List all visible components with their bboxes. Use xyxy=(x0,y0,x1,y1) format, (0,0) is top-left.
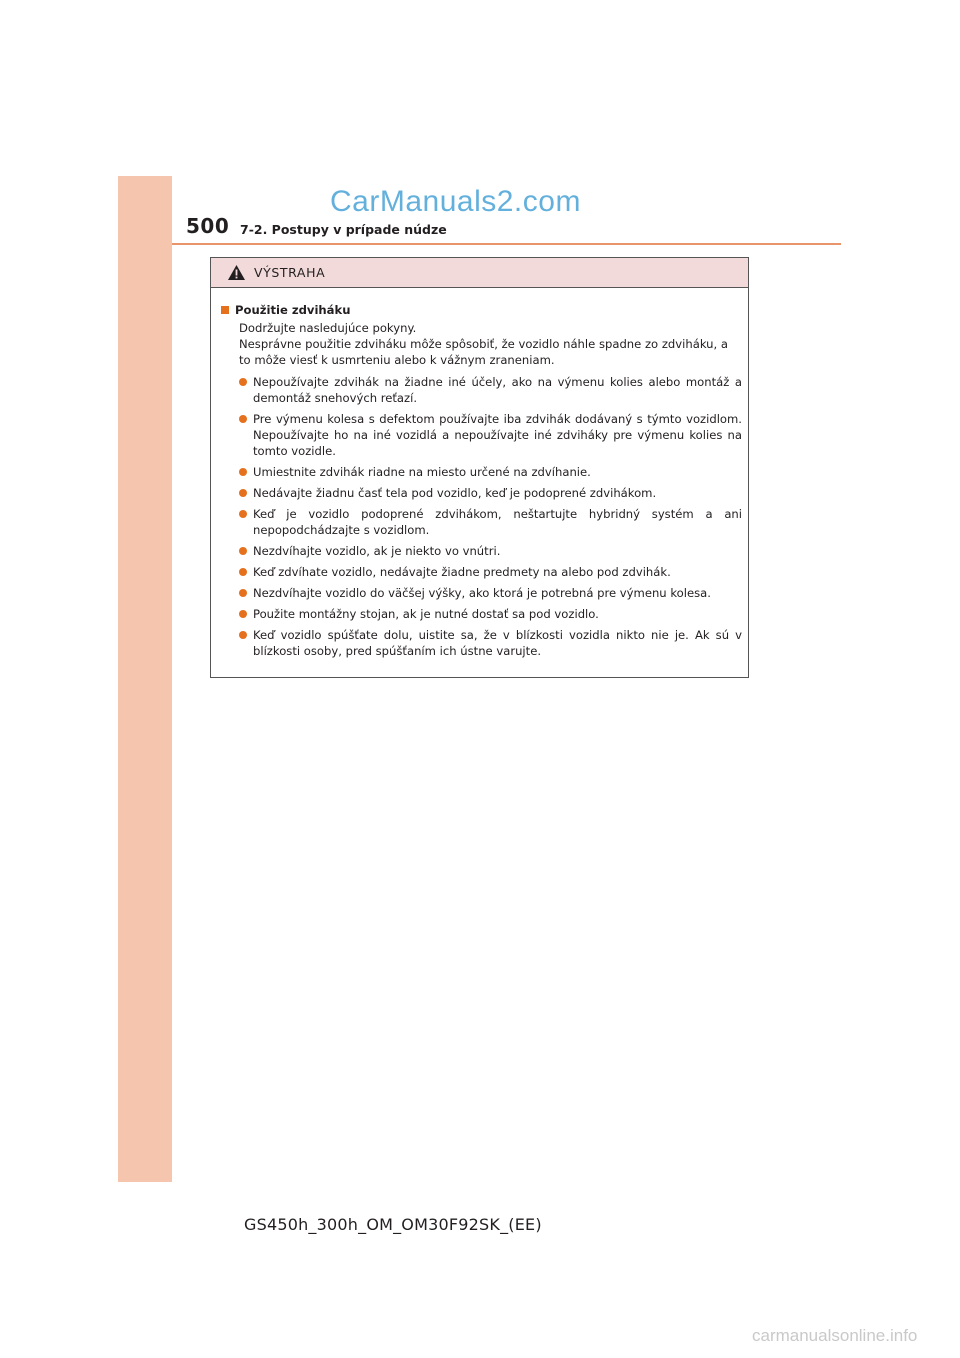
bullet-text: Nepoužívajte zdvihák na žiadne iné účely, ako na výmenu kolies alebo montáž a demontáž snehových reťazí. xyxy=(253,375,742,405)
warning-body xyxy=(211,288,748,659)
warning-header xyxy=(211,258,748,288)
list-item xyxy=(221,506,742,538)
list-item xyxy=(221,411,742,459)
bullet-dot-icon xyxy=(239,489,247,497)
list-item xyxy=(221,374,742,406)
warning-topic xyxy=(221,302,742,318)
intro-line: Nesprávne použitie zdviháku môže spôsobiť, že vozidlo náhle spadne zo zdviháku, a to môže viesť k usmrteniu alebo k vážnym zraneniam. xyxy=(239,337,728,367)
bullet-dot-icon xyxy=(239,610,247,618)
page-number: 500 xyxy=(186,214,230,238)
bullet-text: Pre výmenu kolesa s defektom používajte iba zdvihák dodávaný s týmto vozidlom. Nepoužívajte ho na iné vozidlá a nepoužívajte iné zdviháky pre výmenu kolies na tomto vozidle. xyxy=(253,412,742,458)
bullet-dot-icon xyxy=(239,510,247,518)
bullet-text: Keď vozidlo spúšťate dolu, uistite sa, že v blízkosti vozidla nikto nie je. Ak sú v blízkosti osoby, pred spúšťaním ich ústne varujte. xyxy=(253,628,742,658)
header-divider xyxy=(172,243,841,245)
bullet-text: Nezdvíhajte vozidlo do väčšej výšky, ako ktorá je potrebná pre výmenu kolesa. xyxy=(253,586,711,600)
section-title: 7-2. Postupy v prípade núdze xyxy=(240,222,447,237)
warning-triangle-icon xyxy=(227,264,246,281)
bullet-dot-icon xyxy=(239,378,247,386)
warning-title: VÝSTRAHA xyxy=(254,265,326,280)
bullet-dot-icon xyxy=(239,415,247,423)
footer-document-code: GS450h_300h_OM_OM30F92SK_(EE) xyxy=(244,1215,542,1234)
watermark-logo: CarManuals2.com xyxy=(330,185,581,218)
list-item xyxy=(221,627,742,659)
bullet-dot-icon xyxy=(239,547,247,555)
bullet-dot-icon xyxy=(239,468,247,476)
warning-box xyxy=(210,257,749,678)
bullet-text: Nezdvíhajte vozidlo, ak je niekto vo vnútri. xyxy=(253,544,501,558)
bullet-text: Umiestnite zdvihák riadne na miesto určené na zdvíhanie. xyxy=(253,465,591,479)
bullet-dot-icon xyxy=(239,631,247,639)
intro-line: Dodržujte nasledujúce pokyny. xyxy=(239,321,417,335)
list-item xyxy=(221,464,742,480)
bullet-text: Keď zdvíhate vozidlo, nedávajte žiadne predmety na alebo pod zdvihák. xyxy=(253,565,671,579)
list-item xyxy=(221,564,742,580)
warning-bullet-list xyxy=(221,374,742,659)
side-color-band xyxy=(118,176,172,1182)
list-item xyxy=(221,585,742,601)
bullet-text: Použite montážny stojan, ak je nutné dostať sa pod vozidlo. xyxy=(253,607,599,621)
site-watermark: carmanualsonline.info xyxy=(752,1326,918,1345)
warning-topic-label: Použitie zdviháku xyxy=(235,303,351,317)
square-bullet-icon xyxy=(221,306,229,314)
bullet-text: Keď je vozidlo podoprené zdvihákom, neštartujte hybridný systém a ani nepopodchádzajte s vozidlom. xyxy=(253,507,742,537)
list-item xyxy=(221,485,742,501)
list-item xyxy=(221,606,742,622)
bullet-dot-icon xyxy=(239,568,247,576)
bullet-text: Nedávajte žiadnu časť tela pod vozidlo, keď je podoprené zdvihákom. xyxy=(253,486,657,500)
warning-intro xyxy=(221,320,742,368)
list-item xyxy=(221,543,742,559)
bullet-dot-icon xyxy=(239,589,247,597)
